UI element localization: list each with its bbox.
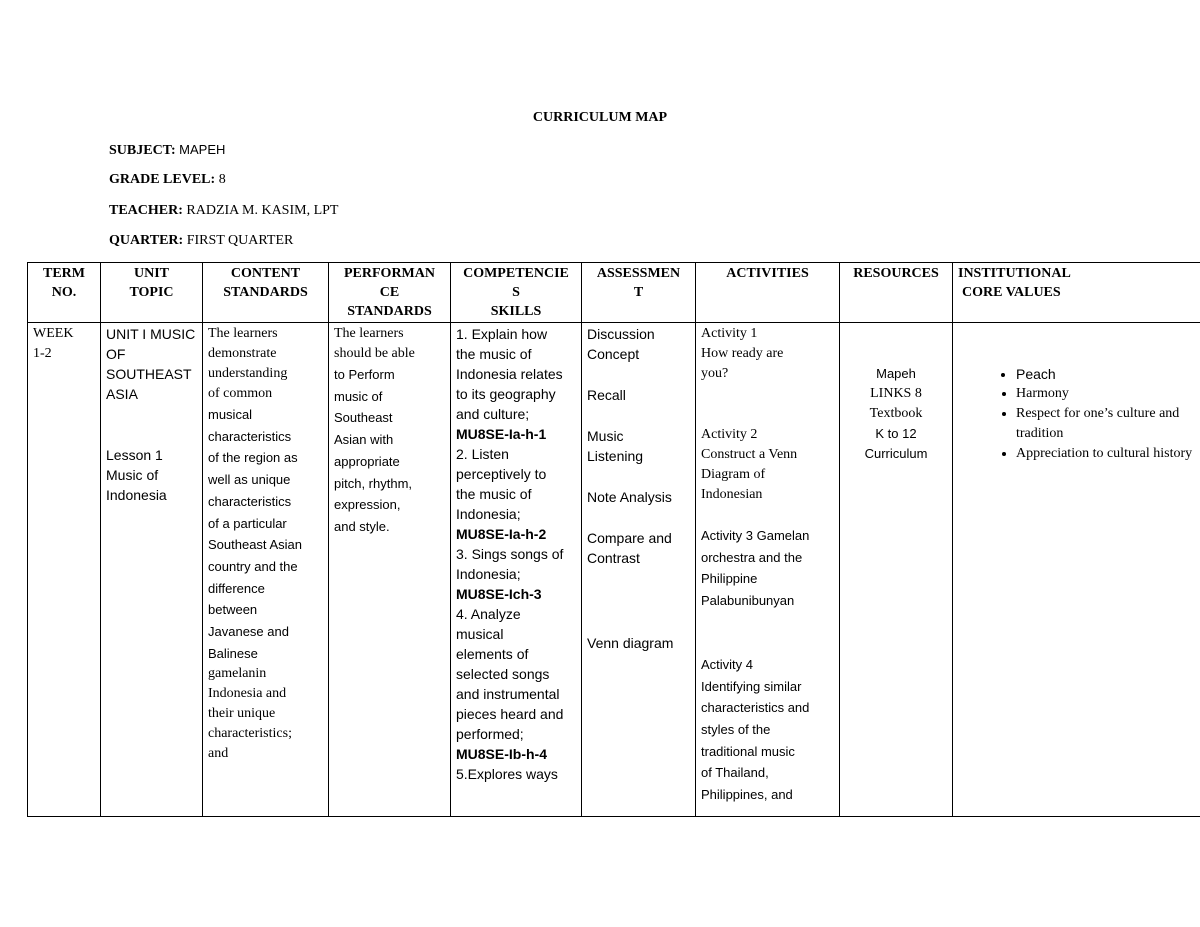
cell-resources: Mapeh LINKS 8 Textbook K to 12 Curriculum xyxy=(840,323,953,817)
competency-line: the music of xyxy=(456,486,532,502)
competency-line: and instrumental xyxy=(456,686,560,702)
grade-line xyxy=(109,172,226,188)
cell-activities: Activity 1 How ready are you? Activity 2 Construct a Venn Diagram of Indonesian Activity 3 Gamelan orchestra and the Philippine Palabunibunyan Activity 4 Identifying similar characteristics and styles of the traditional music of Thailand, Philippines, and xyxy=(696,323,840,817)
header-content-standards: CONTENT STANDARDS xyxy=(203,263,329,323)
header-competencies: COMPETENCIE S SKILLS xyxy=(451,263,582,323)
competency-line: 3. Sings songs of xyxy=(456,546,564,562)
competency-line: Indonesia; xyxy=(456,566,521,582)
competency-line: selected songs xyxy=(456,666,550,682)
list-item: • Peach xyxy=(1016,364,1200,384)
competency-line: elements of xyxy=(456,646,529,662)
quarter-value: FIRST QUARTER xyxy=(186,233,294,248)
list-item: • Appreciation to cultural history xyxy=(1016,444,1200,464)
teacher-line xyxy=(109,203,338,219)
grade-label: GRADE LEVEL: xyxy=(109,172,216,187)
curriculum-table xyxy=(27,262,1200,817)
header-row xyxy=(28,263,1200,323)
header-activities: ACTIVITIES xyxy=(696,263,840,323)
cell-performance-standards: The learners should be able to Perform music of Southeast Asian with appropriate pitch, rhythm, expression, and style. xyxy=(329,323,451,817)
core-values-list xyxy=(958,364,1200,464)
competency-line: Indonesia; xyxy=(456,506,521,522)
teacher-label: TEACHER: xyxy=(109,203,183,218)
competency-line: Indonesia relates xyxy=(456,366,563,382)
competency-line: 2. Listen xyxy=(456,446,509,462)
header-unit-topic: UNIT TOPIC xyxy=(101,263,203,323)
subject-line xyxy=(109,142,225,159)
list-item: • Respect for one’s culture and tradition xyxy=(1016,404,1200,444)
header-assessment: ASSESSMEN T xyxy=(582,263,696,323)
competency-list xyxy=(456,324,576,784)
competency-code: MU8SE-Ia-h-2 xyxy=(456,526,547,542)
cell-assessment: Discussion Concept Recall Music Listening Note Analysis Compare and Contrast Venn diagram xyxy=(582,323,696,817)
cell-unit-topic: UNIT I MUSIC OF SOUTHEAST ASIA Lesson 1 Music of Indonesia xyxy=(101,323,203,817)
grade-value: 8 xyxy=(218,172,226,187)
cell-competencies xyxy=(451,323,582,817)
header-term: TERM NO. xyxy=(28,263,101,323)
quarter-line xyxy=(109,233,293,249)
competency-line: 1. Explain how xyxy=(456,326,548,342)
competency-line: 4. Analyze xyxy=(456,606,521,622)
subject-value: MAPEH xyxy=(179,142,226,157)
header-performance-standards: PERFORMAN CE STANDARDS xyxy=(329,263,451,323)
header-resources: RESOURCES xyxy=(840,263,953,323)
page-title: CURRICULUM MAP xyxy=(532,110,668,125)
competency-line: pieces heard and xyxy=(456,706,564,722)
competency-line: 5.Explores ways xyxy=(456,766,558,782)
cell-core-values xyxy=(953,323,1200,817)
competency-code: MU8SE-Ib-h-4 xyxy=(456,746,547,762)
competency-line: and culture; xyxy=(456,406,530,422)
cell-content-standards: The learners demonstrate understanding of common musical characteristics of the region as well as unique characteristics of a particular Southeast Asian country and the difference between Javanese and Balinese gamelanin Indonesia and their unique characteristics; and xyxy=(203,323,329,817)
competency-line: musical xyxy=(456,626,504,642)
table-row xyxy=(28,323,1200,817)
quarter-label: QUARTER: xyxy=(109,233,184,248)
competency-code: MU8SE-Ich-3 xyxy=(456,586,542,602)
teacher-value: RADZIA M. KASIM, LPT xyxy=(186,203,339,218)
list-item: • Harmony xyxy=(1016,384,1200,404)
header-core-values: INSTITUTIONAL CORE VALUES xyxy=(953,263,1200,323)
competency-code: MU8SE-Ia-h-1 xyxy=(456,426,547,442)
subject-label: SUBJECT: xyxy=(109,143,176,158)
competency-line: the music of xyxy=(456,346,532,362)
competency-line: to its geography xyxy=(456,386,556,402)
competency-line: performed; xyxy=(456,726,524,742)
cell-term: WEEK 1-2 xyxy=(28,323,101,817)
competency-line: perceptively to xyxy=(456,466,547,482)
